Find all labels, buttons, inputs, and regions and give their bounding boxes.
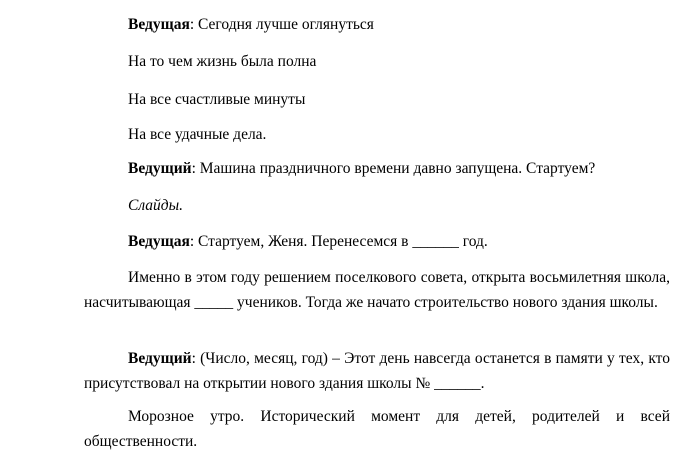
speaker-separator: :: [189, 16, 195, 33]
speaker-label: Ведущий: [128, 350, 192, 367]
speaker-separator: :: [191, 160, 196, 177]
line-3: На все счастливые минуты: [128, 91, 306, 108]
line-1: [84, 12, 670, 37]
speaker-separator: :: [189, 233, 195, 250]
line-text: (Число, месяц, год) – Этот день навсегда останется в памяти у тех, кто присутствовал на открытии нового здания школы № ______.: [84, 350, 670, 392]
line-text: Машина праздничного времени давно запущена. Стартуем?: [195, 160, 596, 177]
line-2: На то чем жизнь была полна: [128, 53, 317, 70]
paragraph-10: Морозное утро. Исторический момент для детей, родителей и всей общественности.: [84, 408, 670, 450]
line-7: [84, 229, 670, 254]
paragraph-9: [84, 346, 670, 396]
speaker-label: Ведущая: [128, 16, 190, 33]
line-4: На все удачные дела.: [128, 126, 267, 143]
paragraph-8: Именно в этом году решением поселкового совета, открыта восьмилетняя школа, насчитывающая _____ учеников. Тогда же начато строительство нового здания школы.: [84, 269, 670, 311]
line-5: [84, 156, 670, 181]
speaker-label: Ведущий: [128, 160, 192, 177]
speaker-label: Ведущая: [128, 233, 190, 250]
speaker-separator: :: [191, 350, 196, 367]
line-text: Стартуем, Женя. Перенесемся в ______ год.: [194, 233, 488, 250]
line-text: Сегодня лучше оглянуться: [194, 16, 374, 33]
line-6-stage-direction: Слайды.: [128, 197, 183, 214]
